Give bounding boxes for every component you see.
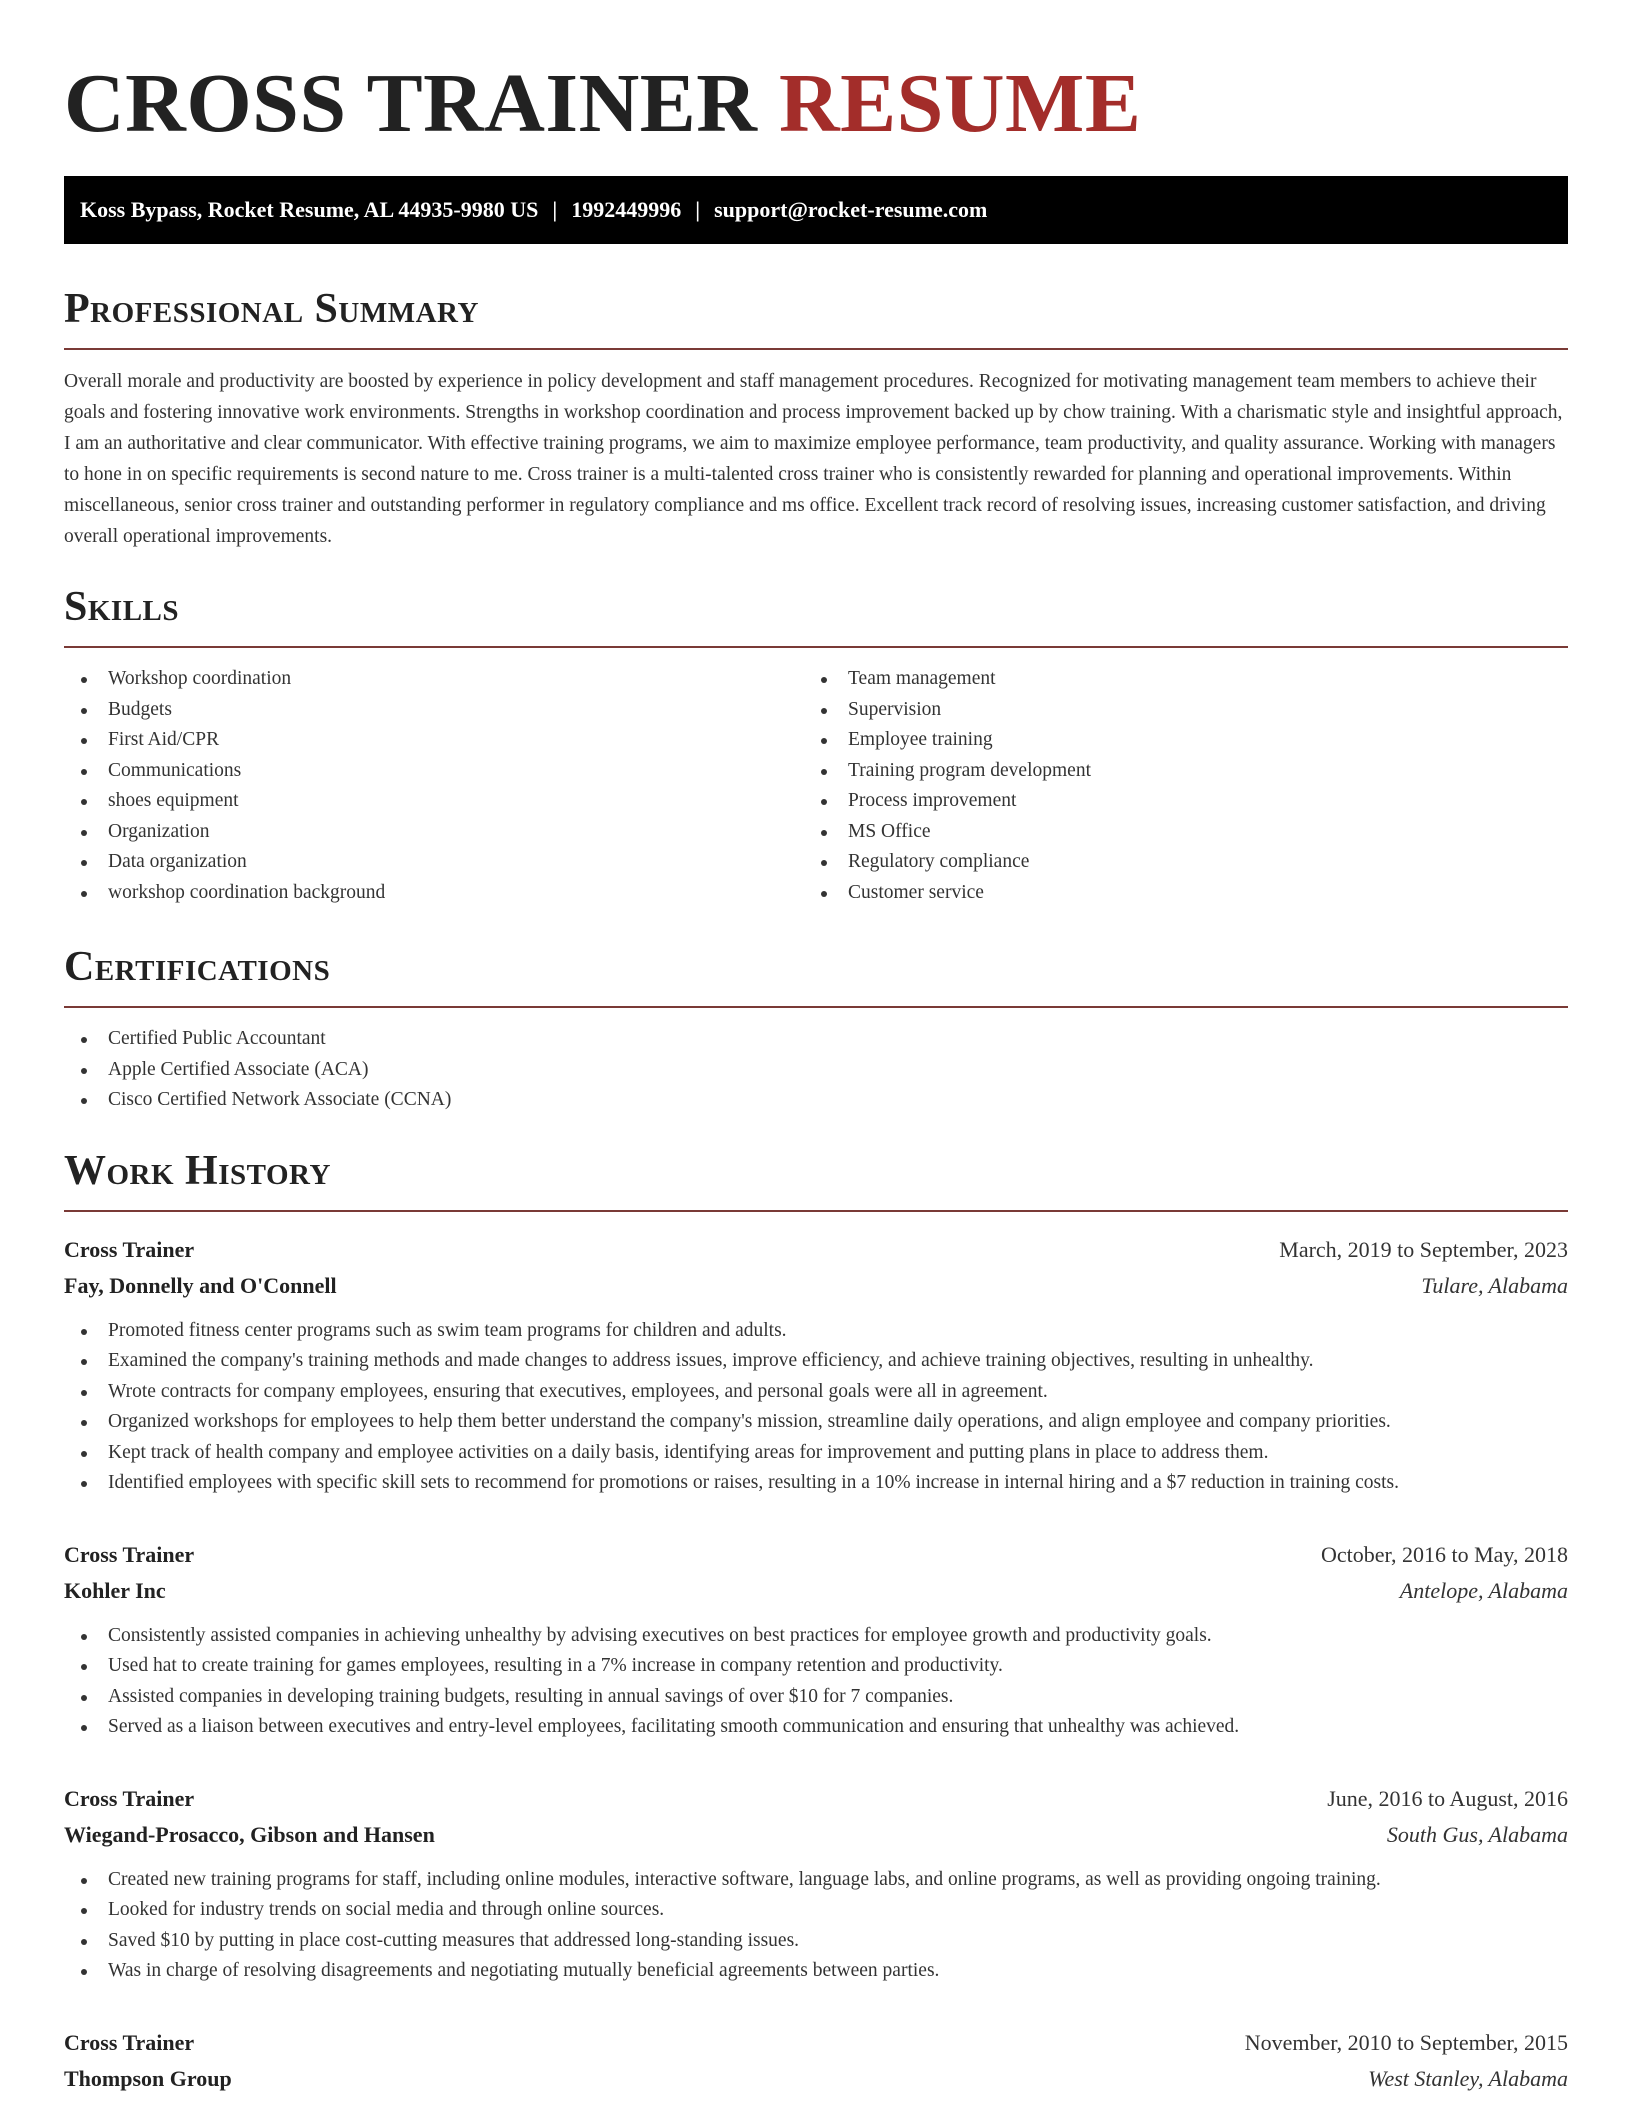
summary-heading: Professional Summary: [64, 284, 1568, 350]
skill-item: Team management: [804, 664, 1544, 695]
skill-item: Data organization: [64, 847, 804, 878]
skill-item: MS Office: [804, 817, 1544, 848]
skill-item: Budgets: [64, 695, 804, 726]
job-title: Cross Trainer: [64, 1541, 195, 1567]
summary-section: [64, 284, 1568, 552]
contact-address: Koss Bypass, Rocket Resume, AL 44935-9980 US: [80, 197, 539, 222]
job-company-row: [64, 1817, 1568, 1853]
job-bullets: [64, 1621, 1568, 1743]
job-bullet: Promoted fitness center programs such as swim team programs for children and adults.: [64, 1316, 1568, 1347]
resume-page: [64, 0, 1568, 2097]
job-entry: [64, 1537, 1568, 1743]
title-main: CROSS TRAINER: [64, 57, 758, 150]
skill-item: Training program development: [804, 756, 1544, 787]
contact-email[interactable]: support@rocket-resume.com: [714, 197, 988, 222]
certifications-section: [64, 942, 1568, 1116]
contact-bar: [64, 176, 1568, 244]
job-header-row: [64, 2025, 1568, 2061]
job-title: Cross Trainer: [64, 2029, 195, 2055]
job-location: West Stanley, Alabama: [1368, 2065, 1568, 2091]
job-bullet: Used hat to create training for games employees, resulting in a 7% increase in company retention and productivity.: [64, 1651, 1568, 1682]
certifications-heading: Certifications: [64, 942, 1568, 1008]
contact-separator: |: [695, 197, 701, 222]
job-bullet: Consistently assisted companies in achieving unhealthy by advising executives on best practices for employee growth and productivity goals.: [64, 1621, 1568, 1652]
job-dates: June, 2016 to August, 2016: [1327, 1785, 1568, 1811]
job-bullet: Assisted companies in developing training budgets, resulting in annual savings of over $10 for 7 companies.: [64, 1682, 1568, 1713]
job-dates: March, 2019 to September, 2023: [1279, 1236, 1568, 1262]
certification-item: Certified Public Accountant: [64, 1024, 1568, 1055]
work-history-heading: Work History: [64, 1146, 1568, 1212]
job-title: Cross Trainer: [64, 1236, 195, 1262]
job-bullet: Created new training programs for staff, including online modules, interactive software, language labs, and online programs, as well as providing ongoing training.: [64, 1865, 1568, 1896]
job-bullet: Served as a liaison between executives and entry-level employees, facilitating smooth communication and ensuring that unhealthy was achieved.: [64, 1712, 1568, 1743]
skill-item: Organization: [64, 817, 804, 848]
work-history-section: [64, 1146, 1568, 2097]
job-bullets: [64, 1865, 1568, 1987]
job-location: South Gus, Alabama: [1386, 1821, 1568, 1847]
job-entry: [64, 1232, 1568, 1499]
skills-list-left: [64, 664, 804, 908]
job-bullet: Was in charge of resolving disagreements and negotiating mutually beneficial agreements between parties.: [64, 1956, 1568, 1987]
skill-item: Regulatory compliance: [804, 847, 1544, 878]
certification-item: Apple Certified Associate (ACA): [64, 1055, 1568, 1086]
job-bullet: Identified employees with specific skill sets to recommend for promotions or raises, resulting in a 10% increase in internal hiring and a $7 reduction in training costs.: [64, 1468, 1568, 1499]
skill-item: First Aid/CPR: [64, 725, 804, 756]
skills-section: [64, 582, 1568, 908]
contact-separator: |: [552, 197, 558, 222]
summary-text: Overall morale and productivity are boosted by experience in policy development and staff management procedures. Recognized for motivating management team members to achieve their goals and fostering innovative work environments. Strengths in workshop coordination and process improvement backed up by chow training. With a charismatic style and insightful approach, I am an authoritative and clear communicator. With effective training programs, we aim to maximize employee performance, team productivity, and quality assurance. Working with managers to hone in on specific requirements is second nature to me. Cross trainer is a multi-talented cross trainer who is consistently rewarded for planning and operational improvements. Within miscellaneous, senior cross trainer and outstanding performer in regulatory compliance and ms office. Excellent track record of resolving issues, increasing customer satisfaction, and driving overall operational improvements.: [64, 371, 1563, 547]
job-header-row: [64, 1232, 1568, 1268]
skills-list-right: [804, 664, 1544, 908]
skill-item: shoes equipment: [64, 786, 804, 817]
job-company: Fay, Donnelly and O'Connell: [64, 1272, 337, 1298]
skill-item: Supervision: [804, 695, 1544, 726]
job-company-row: [64, 2061, 1568, 2097]
title-accent: RESUME: [778, 57, 1142, 150]
job-bullet: Looked for industry trends on social media and through online sources.: [64, 1895, 1568, 1926]
job-title: Cross Trainer: [64, 1785, 195, 1811]
job-dates: November, 2010 to September, 2015: [1244, 2029, 1568, 2055]
skill-item: Communications: [64, 756, 804, 787]
resume-title: [64, 56, 1568, 152]
contact-phone: 1992449996: [571, 197, 682, 222]
job-header-row: [64, 1537, 1568, 1573]
job-header-row: [64, 1781, 1568, 1817]
job-bullet: Saved $10 by putting in place cost-cutting measures that addressed long-standing issues.: [64, 1926, 1568, 1957]
job-company: Thompson Group: [64, 2065, 232, 2091]
skill-item: Customer service: [804, 878, 1544, 909]
job-bullets: [64, 1316, 1568, 1499]
job-company: Kohler Inc: [64, 1577, 166, 1603]
skill-item: Employee training: [804, 725, 1544, 756]
skills-heading: Skills: [64, 582, 1568, 648]
job-entry: [64, 1781, 1568, 1987]
skill-item: workshop coordination background: [64, 878, 804, 909]
job-bullet: Organized workshops for employees to help them better understand the company's mission, streamline daily operations, and align employee and company priorities.: [64, 1407, 1568, 1438]
job-bullet: Kept track of health company and employee activities on a daily basis, identifying areas for improvement and putting plans in place to address them.: [64, 1438, 1568, 1469]
certifications-list: [64, 1024, 1568, 1116]
skill-item: Process improvement: [804, 786, 1544, 817]
job-bullet: Wrote contracts for company employees, ensuring that executives, employees, and personal goals were all in agreement.: [64, 1377, 1568, 1408]
job-company-row: [64, 1268, 1568, 1304]
certification-item: Cisco Certified Network Associate (CCNA): [64, 1085, 1568, 1116]
skills-columns: [64, 664, 1568, 908]
job-entry: [64, 2025, 1568, 2097]
job-location: Tulare, Alabama: [1421, 1272, 1568, 1298]
job-company-row: [64, 1573, 1568, 1609]
job-dates: October, 2016 to May, 2018: [1321, 1541, 1568, 1567]
job-bullet: Examined the company's training methods and made changes to address issues, improve efficiency, and achieve training objectives, resulting in unhealthy.: [64, 1346, 1568, 1377]
job-company: Wiegand-Prosacco, Gibson and Hansen: [64, 1821, 435, 1847]
skill-item: Workshop coordination: [64, 664, 804, 695]
job-location: Antelope, Alabama: [1399, 1577, 1568, 1603]
